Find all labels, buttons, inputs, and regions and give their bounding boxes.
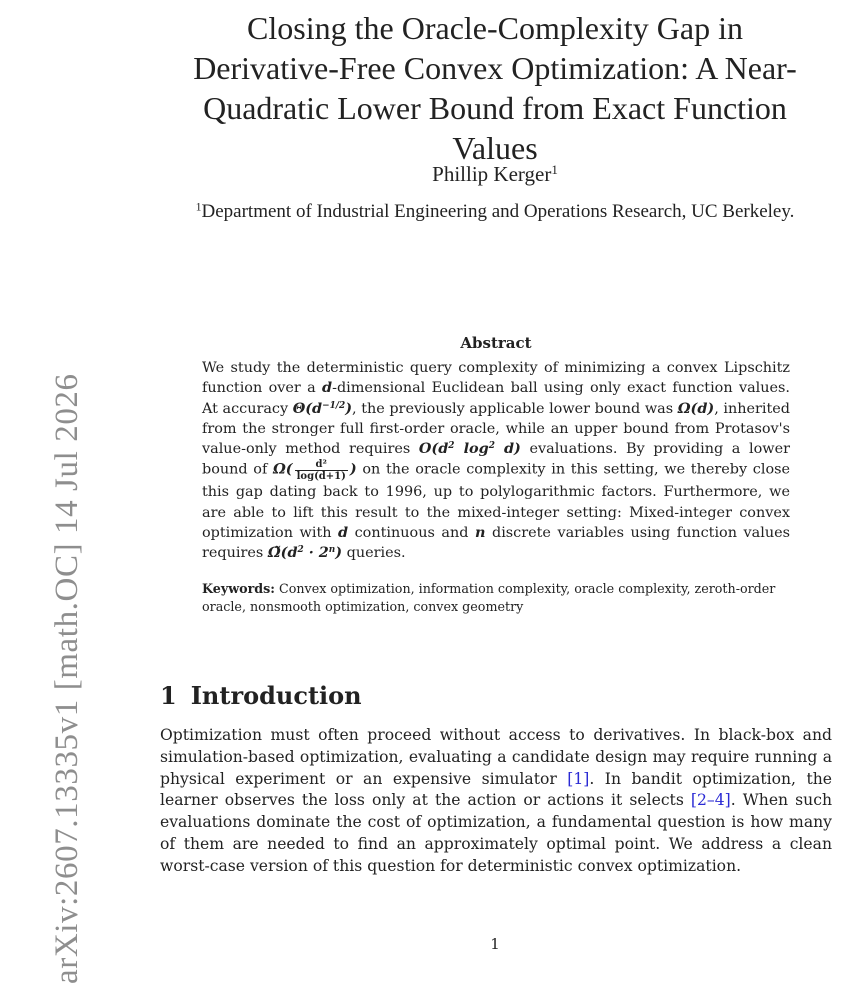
abstract-text-7: continuous and bbox=[348, 525, 475, 542]
intro-text-1: Optimization must often proceed without access to derivatives. In black-box and simulation-based optimization, evaluating a candidate design may require running a physical experiment or an expensive simulator bbox=[160, 726, 832, 788]
intro-text-3: . When such evaluations dominate the cost of optimization, a fundamental question is how many of them are needed to find an approximately optimal point. We address a clean worst-case version of this question for deterministic convex optimization. bbox=[160, 791, 832, 875]
intro-text-2: . In bandit optimization, the learner observes the loss only at the action or actions it selects bbox=[160, 769, 833, 810]
citation-link-2-4[interactable]: [2–4] bbox=[690, 791, 731, 810]
math-big-o-exp2: 2 bbox=[488, 441, 495, 452]
math-omega-tilde-base: Ω̃(d bbox=[267, 544, 298, 562]
math-n: n bbox=[474, 524, 486, 542]
math-theta bbox=[293, 400, 352, 417]
section-number: 1 bbox=[160, 681, 177, 710]
math-omega-tilde-close: ) bbox=[335, 544, 343, 562]
abstract-text-4: , inherited from the stronger full first-order oracle, while an upper bound from Protasov's value-only method requires bbox=[202, 400, 791, 458]
keywords-text: Convex optimization, information complexity, oracle complexity, zeroth-order oracle, nonsmooth optimization, convex geometry bbox=[202, 581, 776, 614]
math-omega-d: Ω(d) bbox=[677, 399, 715, 417]
math-fraction bbox=[295, 459, 348, 482]
math-big-o-close: d) bbox=[494, 440, 521, 458]
math-big-o-base: O(d bbox=[418, 440, 449, 458]
math-d: d bbox=[322, 379, 333, 397]
math-big-o-log: log bbox=[454, 440, 489, 458]
author-line bbox=[180, 160, 810, 188]
introduction-paragraph bbox=[160, 725, 832, 878]
arxiv-identifier-stamp bbox=[3, 320, 85, 988]
math-omega-tilde bbox=[268, 544, 342, 561]
math-omega-close: ) bbox=[349, 460, 357, 478]
abstract-text-3: , the previously applicable lower bound was bbox=[352, 400, 678, 417]
keywords bbox=[202, 580, 790, 616]
fraction-denominator: log(d+1) bbox=[296, 471, 346, 483]
math-omega-tilde-mid: · 2 bbox=[303, 544, 329, 562]
abstract-text-5: evaluations. By providing a lower bound of bbox=[202, 441, 790, 478]
abstract-text-1: We study the deterministic query complexity of minimizing a convex Lipschitz function over a bbox=[202, 360, 790, 397]
fraction-numerator: d² bbox=[295, 459, 348, 471]
math-big-o bbox=[419, 440, 521, 457]
math-big-o-exp1: 2 bbox=[448, 441, 455, 452]
page-number: 1 bbox=[490, 935, 500, 953]
section-heading bbox=[160, 680, 660, 712]
math-theta-close: ) bbox=[345, 399, 353, 417]
abstract-heading: Abstract bbox=[460, 334, 532, 352]
author-name: Phillip Kerger bbox=[432, 162, 552, 186]
math-omega-open: Ω( bbox=[272, 460, 293, 478]
math-omega-tilde-exp2: n bbox=[328, 545, 336, 556]
arxiv-stamp-text: arXiv:2607.13335v1 [math.OC] 14 Jul 2026 bbox=[49, 373, 85, 984]
author-affiliation-mark: 1 bbox=[551, 161, 558, 177]
paper-title: Closing the Oracle-Complexity Gap in Derivative-Free Convex Optimization: A Near-Quadratic Lower Bound from Exact Function Values bbox=[193, 10, 797, 166]
abstract-text-6: on the oracle complexity in this setting, we thereby close this gap dating back to 1996, up to polylogarithmic factors. Furthermore, we are able to lift this result to the mixed-integer setting: Mixed-integer convex optimization with bbox=[202, 461, 791, 542]
affiliation-text: Department of Industrial Engineering and Operations Research, UC Berkeley. bbox=[201, 201, 795, 222]
affiliation-mark: 1 bbox=[195, 200, 202, 214]
section-title: Introduction bbox=[190, 681, 362, 710]
math-d-2: d bbox=[338, 524, 349, 542]
abstract-text-2: -dimensional Euclidean ball using only exact function values. At accuracy bbox=[202, 380, 790, 417]
math-theta-exponent: −1/2 bbox=[322, 400, 346, 411]
citation-link-1[interactable]: [1] bbox=[567, 769, 590, 788]
affiliation bbox=[190, 199, 800, 224]
abstract-text-9: queries. bbox=[342, 545, 406, 562]
math-theta-base: Θ(d bbox=[292, 399, 323, 417]
abstract-text bbox=[202, 358, 790, 564]
math-omega-tilde-exp1: 2 bbox=[297, 545, 304, 556]
abstract-text-8: discrete variables using function values requires bbox=[202, 525, 791, 562]
keywords-label: Keywords: bbox=[202, 581, 275, 596]
